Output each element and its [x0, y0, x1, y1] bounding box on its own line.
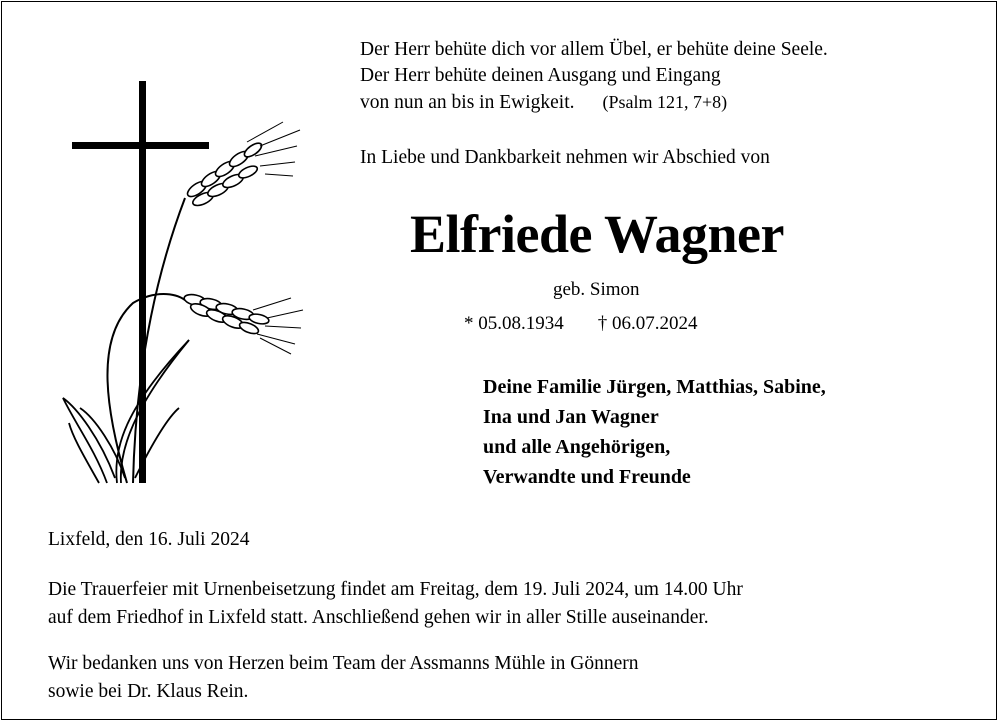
thanks-line: Wir bedanken uns von Herzen beim Team der Assmanns Mühle in Gönnern	[48, 653, 639, 674]
funeral-line: Die Trauerfeier mit Urnenbeisetzung findet am Freitag, dem 19. Juli 2024, um 14.00 Uhr	[48, 579, 743, 600]
mourner-line: Ina und Jan Wagner	[483, 406, 659, 428]
deceased-name: Elfriede Wagner	[410, 204, 784, 264]
mourner-line: Verwandte und Freunde	[483, 466, 691, 488]
mourner-line: und alle Angehörigen,	[483, 436, 671, 458]
psalm-reference: (Psalm 121, 7+8)	[602, 92, 728, 112]
thanks-line: sowie bei Dr. Klaus Rein.	[48, 681, 249, 702]
death-date: † 06.07.2024	[597, 313, 698, 334]
thanks-text	[48, 650, 638, 706]
mourner-line: Deine Familie Jürgen, Matthias, Sabine,	[483, 376, 826, 398]
intro-text: In Liebe und Dankbarkeit nehmen wir Abschied von	[360, 147, 770, 168]
life-dates	[464, 313, 698, 335]
mourners-list	[483, 372, 826, 492]
psalm-verse	[360, 37, 828, 116]
maiden-name: geb. Simon	[553, 279, 640, 300]
funeral-info	[48, 576, 743, 632]
place-date: Lixfeld, den 16. Juli 2024	[48, 529, 250, 550]
psalm-line: Der Herr behüte dich vor allem Übel, er behüte deine Seele.	[360, 39, 828, 60]
psalm-line: Der Herr behüte deinen Ausgang und Eingang	[360, 65, 721, 86]
cross-with-wheat-icon	[55, 78, 310, 488]
funeral-line: auf dem Friedhof in Lixfeld statt. Anschließend gehen wir in aller Stille auseinander.	[48, 607, 709, 628]
psalm-line: von nun an bis in Ewigkeit.	[360, 92, 575, 113]
birth-date: * 05.08.1934	[464, 313, 564, 334]
